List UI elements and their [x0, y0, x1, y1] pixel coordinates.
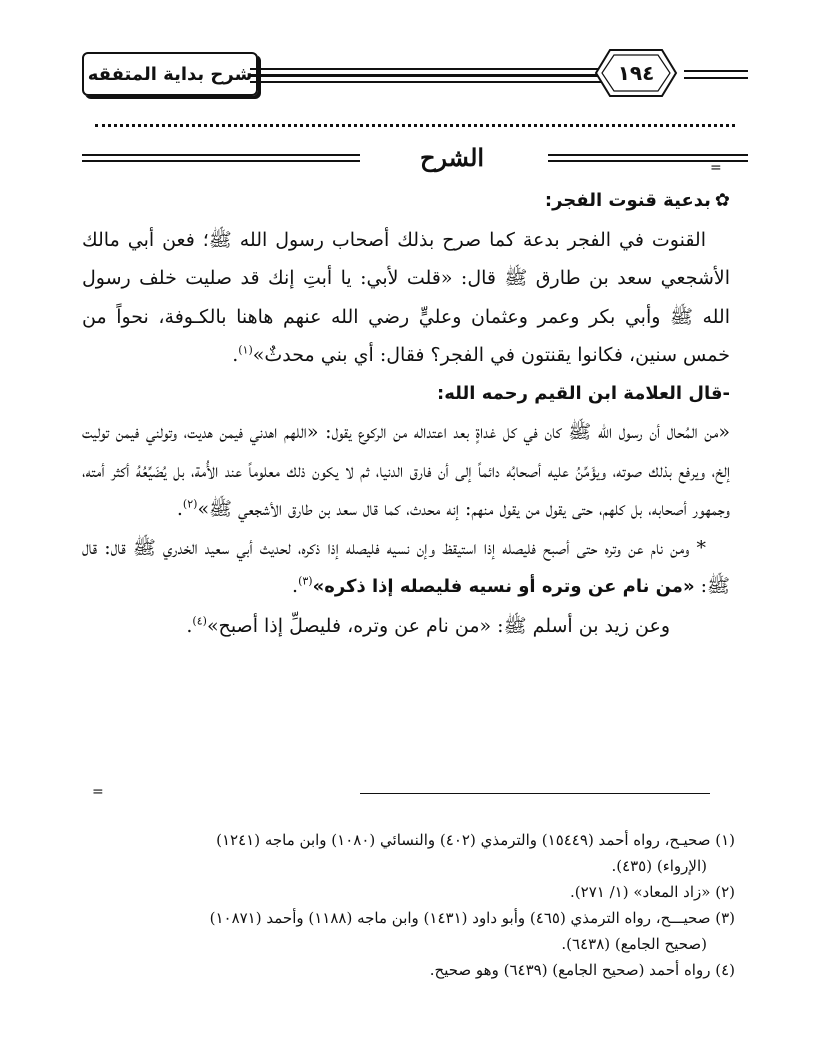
footnote-ref-4[interactable]: (٤) [192, 614, 207, 628]
footnote-4: (٤) رواه أحمد (صحيح الجامع) (٦٤٣٩) وهو صحيح. [429, 961, 735, 979]
paragraph-5 [82, 607, 730, 646]
footnote-ref-1[interactable]: (١) [238, 343, 253, 357]
section-title: الشرح [419, 142, 485, 172]
paragraph-1-end: . [232, 344, 239, 366]
header-rule-right-2 [684, 77, 748, 79]
page-number: ١٩٤ [617, 61, 655, 85]
page-number-badge [588, 44, 684, 102]
footnote-3: (٣) صحيـــح، رواه الترمذي (٤٦٥) وأبو داود (١٤٣١) وابن ماجه (١١٨٨) وأحمد (١٠٨٧١) [209, 909, 735, 927]
footnote-3-cont: (صحيح الجامع) (٦٤٣٨). [561, 935, 707, 953]
paragraph-5-text: وعن زيد بن أسلم ﷺ: «من نام عن وتره، فليصلِّ إذا أصبح» [206, 614, 670, 637]
paragraph-4-end: . [292, 575, 299, 597]
footnotes [82, 827, 735, 983]
book-title: شرح بداية المتفقه [82, 52, 258, 96]
topic-heading [82, 182, 730, 221]
paragraph-1-text: القنوت في الفجر بدعة كما صرح بذلك أصحاب رسول الله ﷺ؛ فعن أبي مالك الأشجعي سعد بن طارق ﷺ قال: «قلت لأبي: يا أبتِ إنك قد صليت خلف رسول الله ﷺ وأبي بكر وعمر وعثمان وعليٍّ رضي الله عنهم هاهنا بالكـوفة، نحواً من خمس سنين، فكانوا يقنتون في الفجر؟ فقال: أي بني محدثٌ» [82, 228, 730, 366]
gear-icon: ✿ [714, 190, 730, 211]
footnote-2: (٢) «زاد المعاد» (١/ ٢٧١). [570, 883, 735, 901]
paragraph-3-end: . [176, 498, 183, 520]
margin-mark: = [710, 160, 722, 176]
hadith-quote: «من نام عن وتره أو نسيه فليصله إذا ذكره» [312, 576, 695, 597]
paragraph-1 [82, 221, 730, 375]
paragraph-5-end: . [186, 614, 193, 637]
paragraph-4-text: * ومن نام عن وتره حتى أصبح فليصله إذا استيقظ وإن نسيه فليصله إذا ذكره، لحديث أبي سعيد الخدري ﷺ قال: قال ﷺ: [82, 536, 730, 597]
footnote-ref-2[interactable]: (٢) [182, 497, 198, 511]
margin-mark-bottom: = [92, 784, 104, 800]
footnote-ref-3[interactable]: (٣) [298, 574, 313, 588]
footnote-1-cont: (الإرواء) (٤٣٥). [611, 857, 707, 875]
paragraph-4 [82, 529, 730, 607]
footnote-1: (١) صحيـح، رواه أحمد (١٥٤٤٩) والترمذي (٤٠٢) والنسائي (١٠٨٠) وابن ماجه (١٢٤١) [216, 831, 735, 849]
dotted-separator [95, 124, 735, 127]
header-rule-right [684, 70, 748, 72]
paragraph-3 [82, 413, 730, 529]
quote-heading: -قال العلامة ابن القيم رحمه الله: [437, 382, 730, 404]
footnote-rule [360, 793, 710, 794]
paragraph-3-text: «من المُحال أن رسول الله ﷺ كان في كل غداةٍ بعد اعتداله من الركوع يقول: «اللهم اهدني فيمن هديت، وتولني فيمن توليت إلخ، ويرفع بذلك صوته، ويؤَمِّنُ عليه أصحابُه دائماً إلى أن فارق الدنيا، ثم لا يكون ذلك معلوماً عند الأُمة، بل يُضَيِّعُهُ أكثر أمته، وجمهور أصحابه، بل كلهم، حتى يقول من يقول منهم: إنه محدث، كما قال سعد بن طارق الأشجعي ﷺ» [82, 421, 730, 520]
topic-heading-text: بدعية قنوت الفجر: [544, 190, 711, 211]
main-text [82, 182, 730, 645]
section-heading [82, 140, 748, 180]
